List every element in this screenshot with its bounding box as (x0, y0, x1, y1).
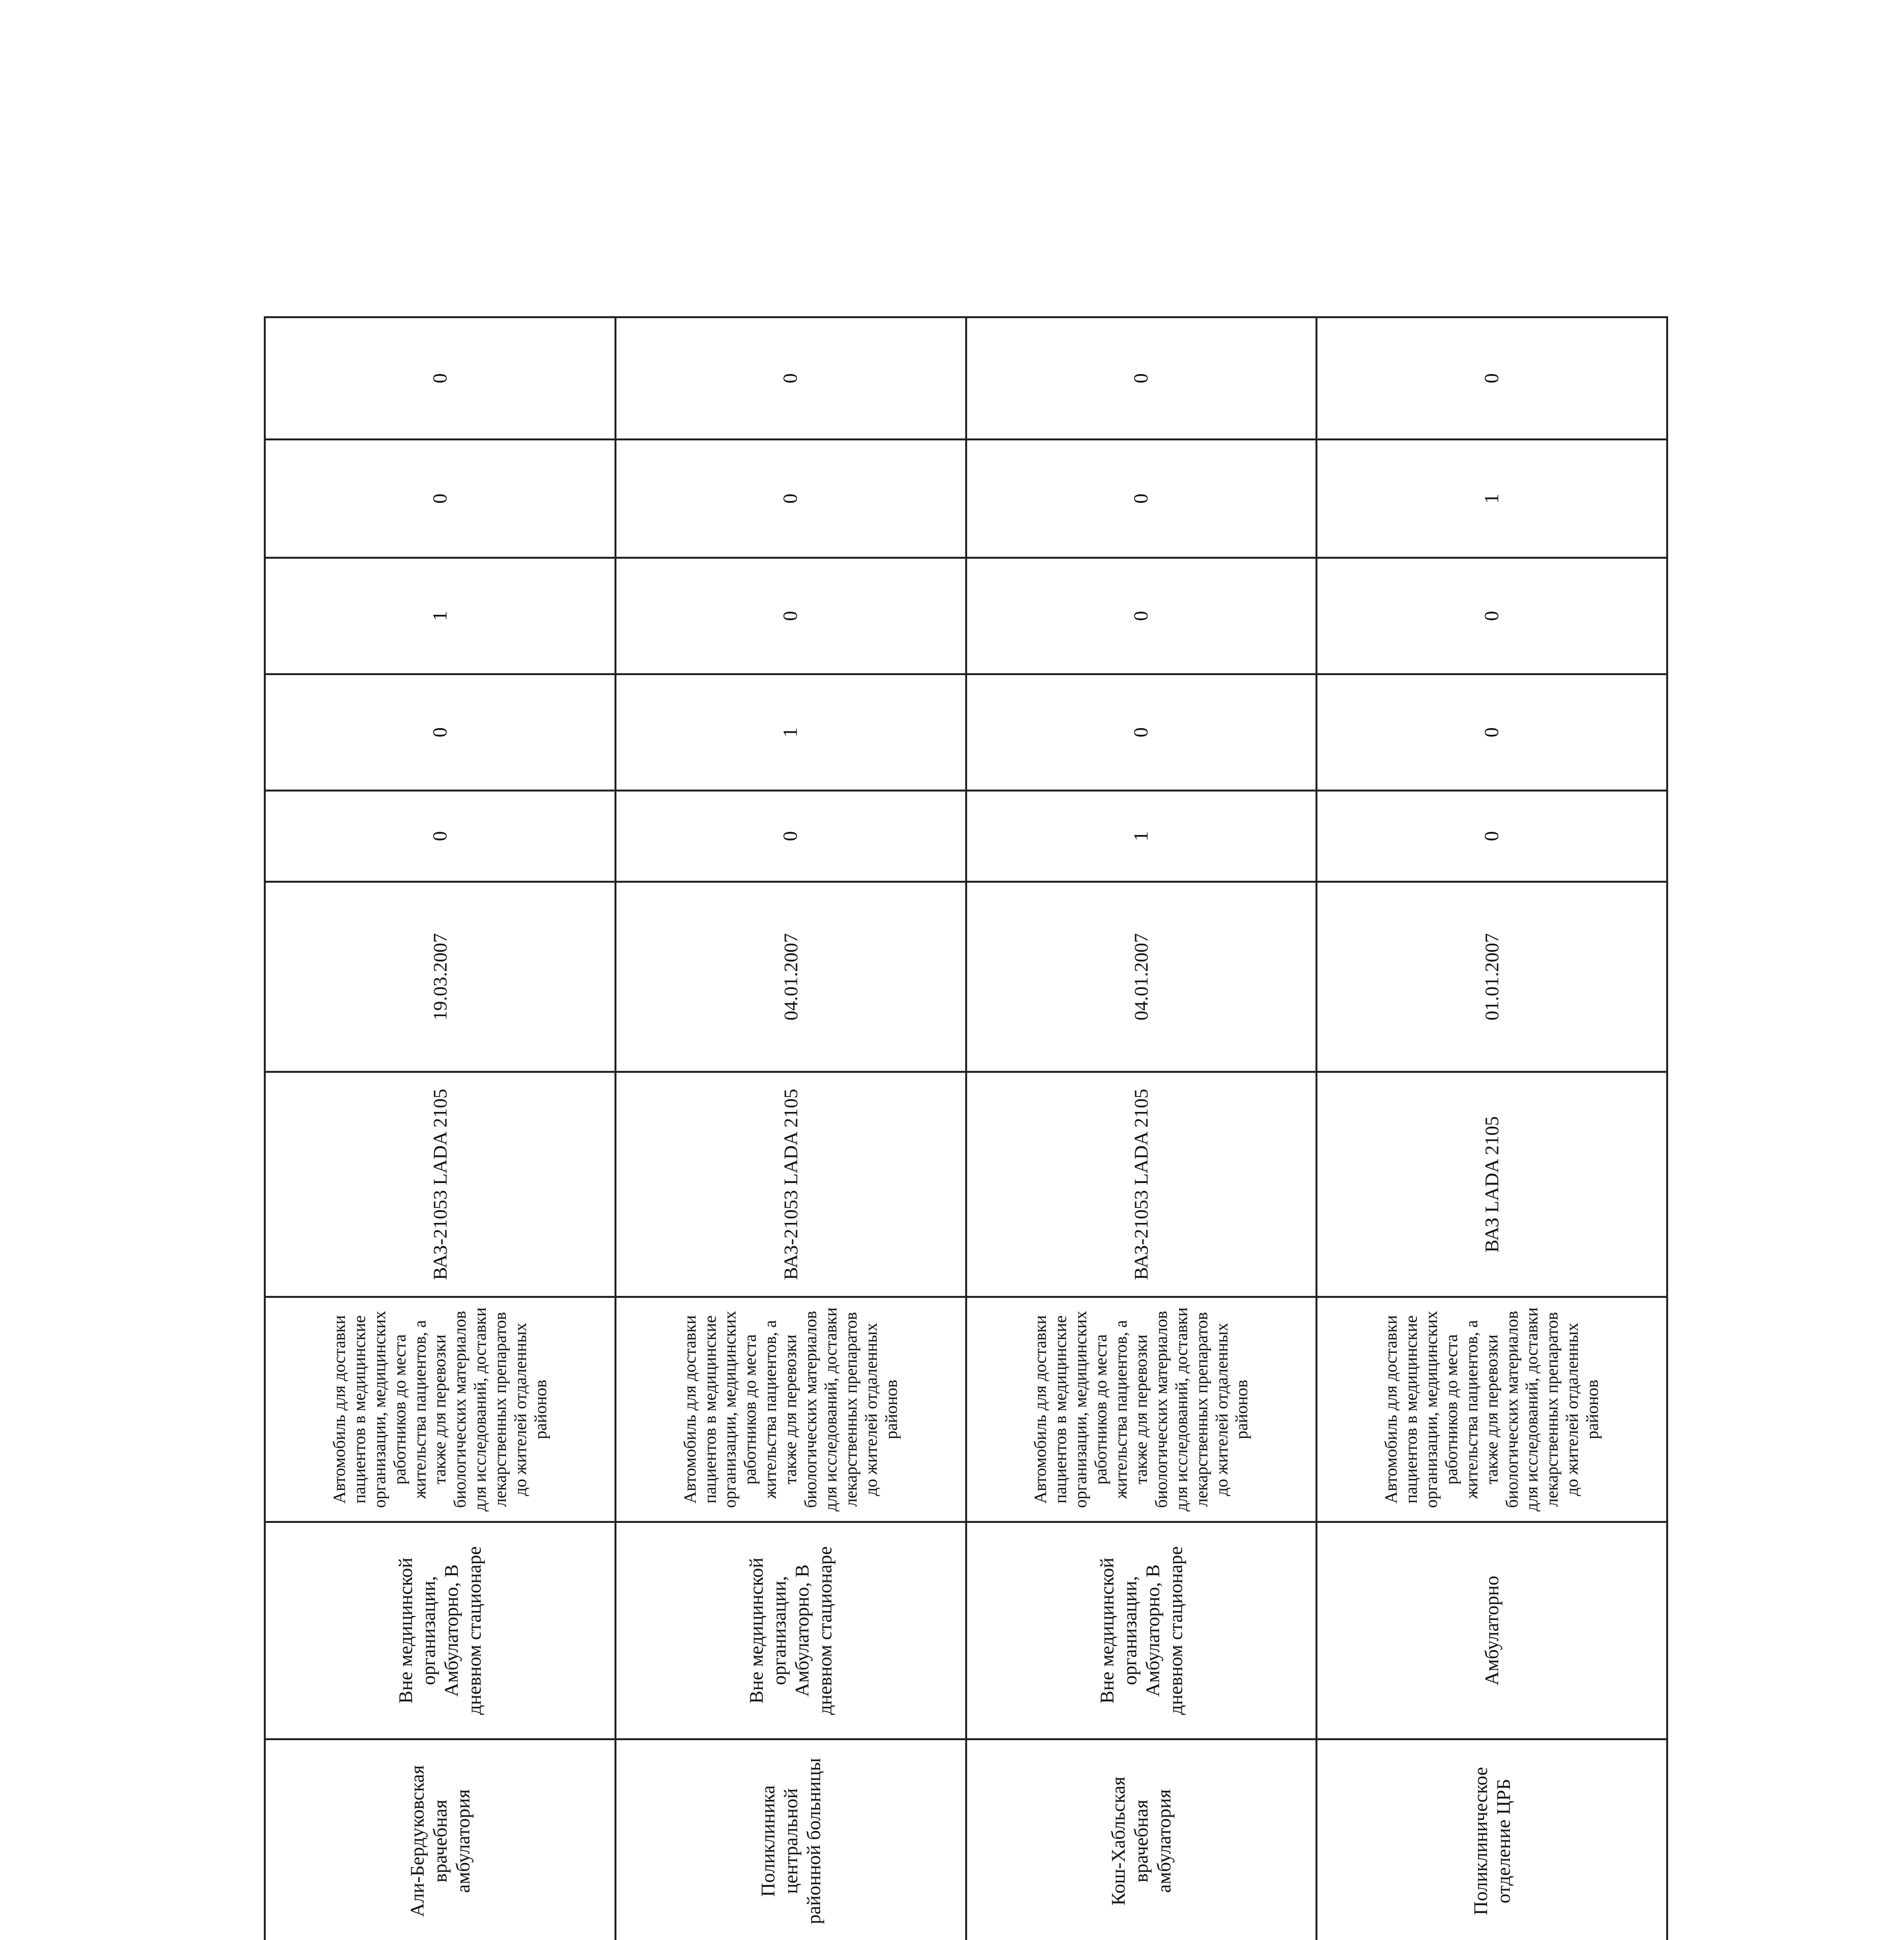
count-cell: 0 (615, 791, 966, 882)
care-conditions-cell: Амбулаторно (1317, 1522, 1667, 1739)
count-cell: 0 (615, 317, 966, 440)
vehicle-purpose-cell: Автомобиль для доставки пациентов в медицинские организации, медицинских работников до места жительства пациентов, а также для перевозки биологических материалов для исследований, доставки лекарственных препаратов до жителей отдаленных районов (265, 1297, 616, 1522)
vehicle-table (264, 316, 1668, 1940)
subdivision-cell: Али-Бердуковская врачебная амбулатория (265, 1739, 616, 1940)
table-row (615, 317, 966, 1940)
count-cell: 1 (615, 674, 966, 791)
care-conditions-cell: Вне медицинской организации, Амбулаторно, В дневном стационаре (966, 1522, 1317, 1739)
count-cell: 0 (265, 440, 616, 558)
count-cell: 1 (265, 558, 616, 674)
date-cell: 04.01.2007 (615, 882, 966, 1072)
count-cell: 0 (615, 558, 966, 674)
table-row (265, 317, 616, 1940)
count-cell: 1 (1317, 440, 1667, 558)
count-cell: 0 (966, 674, 1317, 791)
vehicle-model-cell: ВАЗ-21053 LADA 2105 (265, 1072, 616, 1297)
count-cell: 0 (1317, 791, 1667, 882)
count-cell: 0 (966, 558, 1317, 674)
date-cell: 01.01.2007 (1317, 882, 1667, 1072)
count-cell: 0 (1317, 674, 1667, 791)
count-cell: 0 (265, 791, 616, 882)
count-cell: 1 (966, 791, 1317, 882)
subdivision-cell: Кош-Хабльская врачебная амбулатория (966, 1739, 1317, 1940)
count-cell: 0 (966, 440, 1317, 558)
vehicle-model-cell: ВАЗ LADA 2105 (1317, 1072, 1667, 1297)
subdivision-cell: Поликлиническое отделение ЦРБ (1317, 1739, 1667, 1940)
count-cell: 0 (1317, 558, 1667, 674)
vehicle-purpose-cell: Автомобиль для доставки пациентов в медицинские организации, медицинских работников до места жительства пациентов, а также для перевозки биологических материалов для исследований, доставки лекарственных препаратов до жителей отдаленных районов (615, 1297, 966, 1522)
table-row (966, 317, 1317, 1940)
count-cell: 0 (966, 317, 1317, 440)
vehicle-purpose-cell: Автомобиль для доставки пациентов в медицинские организации, медицинских работников до места жительства пациентов, а также для перевозки биологических материалов для исследований, доставки лекарственных препаратов до жителей отдаленных районов (1317, 1297, 1667, 1522)
count-cell: 0 (615, 440, 966, 558)
date-cell: 19.03.2007 (265, 882, 616, 1072)
subdivision-cell: Поликлиника центральной районной больницы (615, 1739, 966, 1940)
care-conditions-cell: Вне медицинской организации, Амбулаторно, В дневном стационаре (265, 1522, 616, 1739)
vehicle-purpose-cell: Автомобиль для доставки пациентов в медицинские организации, медицинских работников до места жительства пациентов, а также для перевозки биологических материалов для исследований, доставки лекарственных препаратов до жителей отдаленных районов (966, 1297, 1317, 1522)
count-cell: 0 (1317, 317, 1667, 440)
count-cell: 0 (265, 317, 616, 440)
table-row (1317, 317, 1667, 1940)
count-cell: 0 (265, 674, 616, 791)
vehicle-model-cell: ВАЗ-21053 LADA 2105 (615, 1072, 966, 1297)
date-cell: 04.01.2007 (966, 882, 1317, 1072)
vehicle-model-cell: ВАЗ-21053 LADA 2105 (966, 1072, 1317, 1297)
care-conditions-cell: Вне медицинской организации, Амбулаторно, В дневном стационаре (615, 1522, 966, 1739)
